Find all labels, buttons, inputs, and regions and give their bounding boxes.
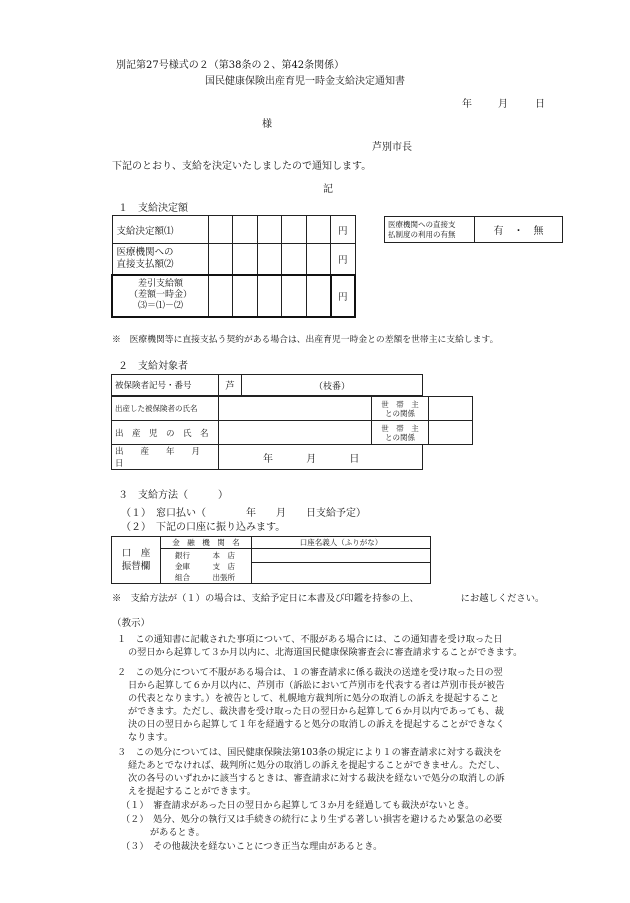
bank-header: 金 融 機 関 名 bbox=[161, 537, 252, 549]
instruction-line: 決の日の翌日から起算して１年を経過すると処分の取消しの訴えを提起することができなく bbox=[128, 719, 505, 730]
section2-heading: ２ 支給対象者 bbox=[118, 361, 188, 372]
direct-pay-usage-value[interactable]: 有 ・ 無 bbox=[475, 217, 563, 243]
yen-unit: 円 bbox=[331, 216, 355, 244]
holder-furigana-field[interactable] bbox=[252, 549, 431, 563]
date-month: 月 bbox=[498, 99, 508, 110]
instruction-line: １ この通知書に記載された事項について、不服がある場合には、この通知書を受け取った日 bbox=[117, 634, 503, 645]
intro-text: 下記のとおり、支給を決定いたしましたので通知します。 bbox=[112, 161, 372, 172]
document-title: 国民健康保険出産育児一時金支給決定通知書 bbox=[205, 76, 405, 87]
date-year: 年 bbox=[462, 99, 472, 110]
instructions-heading: （教示） bbox=[112, 618, 151, 629]
instruction-line: （２） 処分、処分の執行又は手続きの続行により生ずる著しい損害を避けるため緊急の必要 bbox=[121, 814, 503, 825]
relation-label: 世 帯 主 との関係 bbox=[372, 421, 429, 445]
instruction-line: （１） 審査請求があった日の翌日から起算して３か月を経過しても裁決がないとき。 bbox=[121, 800, 475, 811]
relation-field[interactable] bbox=[429, 421, 473, 445]
bank-name-field[interactable]: 銀行 本 店 金庫 支 店 組合 出張所 bbox=[161, 549, 252, 584]
instruction-line: ３ この処分については、国民健康保険法第103条の規定により１の審査請求に対する裁決を bbox=[117, 747, 502, 758]
method-transfer: （２） 下記の口座に振り込みます。 bbox=[121, 522, 286, 533]
section3-heading: ３ 支給方法（ ） bbox=[118, 490, 228, 501]
relation-field[interactable] bbox=[429, 397, 473, 421]
decision-amount-label: 支給決定額⑴ bbox=[112, 216, 209, 244]
holder-header: 口座名義人（ふりがな） bbox=[252, 537, 431, 549]
direct-pay-amount-label: 医療機関への 直接支払額⑵ bbox=[112, 244, 209, 275]
target-person-table bbox=[111, 396, 473, 445]
instruction-line: えを提起することができます。 bbox=[128, 786, 256, 797]
insured-number-label: 被保険者記号・番号 bbox=[112, 375, 219, 396]
form-number: 別記第27号様式の２（第38条の２、第42条関係） bbox=[116, 60, 345, 71]
date-day: 日 bbox=[535, 99, 545, 110]
addressee-suffix: 様 bbox=[262, 119, 272, 130]
instruction-line: 次の各号のいずれかに該当するときは、審査請求に対する裁決を経ないで処分の取消しの訴 bbox=[128, 773, 505, 784]
instruction-line: があるとき。 bbox=[150, 827, 205, 838]
direct-pay-usage-label: 医療機関への直接支 払制度の利用の有無 bbox=[385, 217, 475, 243]
ki-mark: 記 bbox=[323, 184, 333, 195]
insured-number-table bbox=[111, 374, 423, 396]
instruction-line: なります。 bbox=[128, 732, 174, 743]
issuer: 芦別市長 bbox=[372, 142, 412, 153]
child-name-label: 出 産 児 の 氏 名 bbox=[112, 421, 219, 445]
instruction-line: の翌日から起算して３か月以内に、北海道国民健康保険審査会に審査請求することができます。 bbox=[128, 647, 523, 658]
section1-heading: １ 支給決定額 bbox=[118, 203, 188, 214]
amount-table bbox=[111, 215, 356, 318]
birth-date-table bbox=[111, 444, 423, 470]
instruction-line: （３） その他裁決を経ないことにつき正当な理由があるとき。 bbox=[121, 841, 383, 852]
birth-date-label: 出 産 年 月 日 bbox=[112, 445, 219, 470]
insured-prefix: 芦 bbox=[219, 375, 242, 396]
instruction-line: の代表となります。）を被告として、札幌地方裁判所に処分の取消しの訴えを提起すること bbox=[128, 693, 500, 704]
instruction-line: ができます。ただし、裁決書を受け取った日の翌日から起算して６か月以内であっても、裁 bbox=[128, 706, 504, 717]
yen-unit: 円 bbox=[331, 244, 355, 275]
account-label: 口 座 振替欄 bbox=[112, 537, 161, 584]
section3-note: ※ 支給方法が（１）の場合は、支給予定日に本書及び印鑑を持参の上、 にお越しください。 bbox=[112, 593, 545, 604]
method-counter: （１） 窓口払い（ 年 月 日支給予定） bbox=[121, 508, 366, 519]
birth-date-field[interactable]: 年 月 日 bbox=[219, 445, 423, 470]
yen-unit: 円 bbox=[331, 275, 355, 317]
instruction-line: 経たあとでなければ、裁判所に処分の取消しの訴えを提起することができません。ただし、 bbox=[128, 760, 506, 771]
direct-pay-usage-table bbox=[384, 216, 563, 243]
mother-name-field[interactable] bbox=[219, 397, 372, 421]
child-name-field[interactable] bbox=[219, 421, 372, 445]
branch-number[interactable]: （枝番） bbox=[242, 375, 423, 396]
instruction-line: 日から起算して６か月以内に、芦別市（訴訟において芦別市を代表する者は芦別市長が被告 bbox=[128, 680, 505, 691]
mother-name-label: 出産した被保険者の氏名 bbox=[112, 397, 219, 421]
section1-note: ※ 医療機関等に直接支払う契約がある場合は、出産育児一時金との差額を世帯主に支給します。 bbox=[112, 335, 499, 345]
account-table bbox=[111, 536, 431, 584]
relation-label: 世 帯 主 との関係 bbox=[372, 397, 429, 421]
holder-name-field[interactable] bbox=[252, 563, 431, 584]
instruction-line: ２ この処分について不服がある場合は、１の審査請求に係る裁決の送達を受け取った日の翌 bbox=[117, 667, 503, 678]
difference-amount-label: 差引支給額 （差額一時金） ⑶＝⑴－⑵ bbox=[112, 275, 209, 317]
